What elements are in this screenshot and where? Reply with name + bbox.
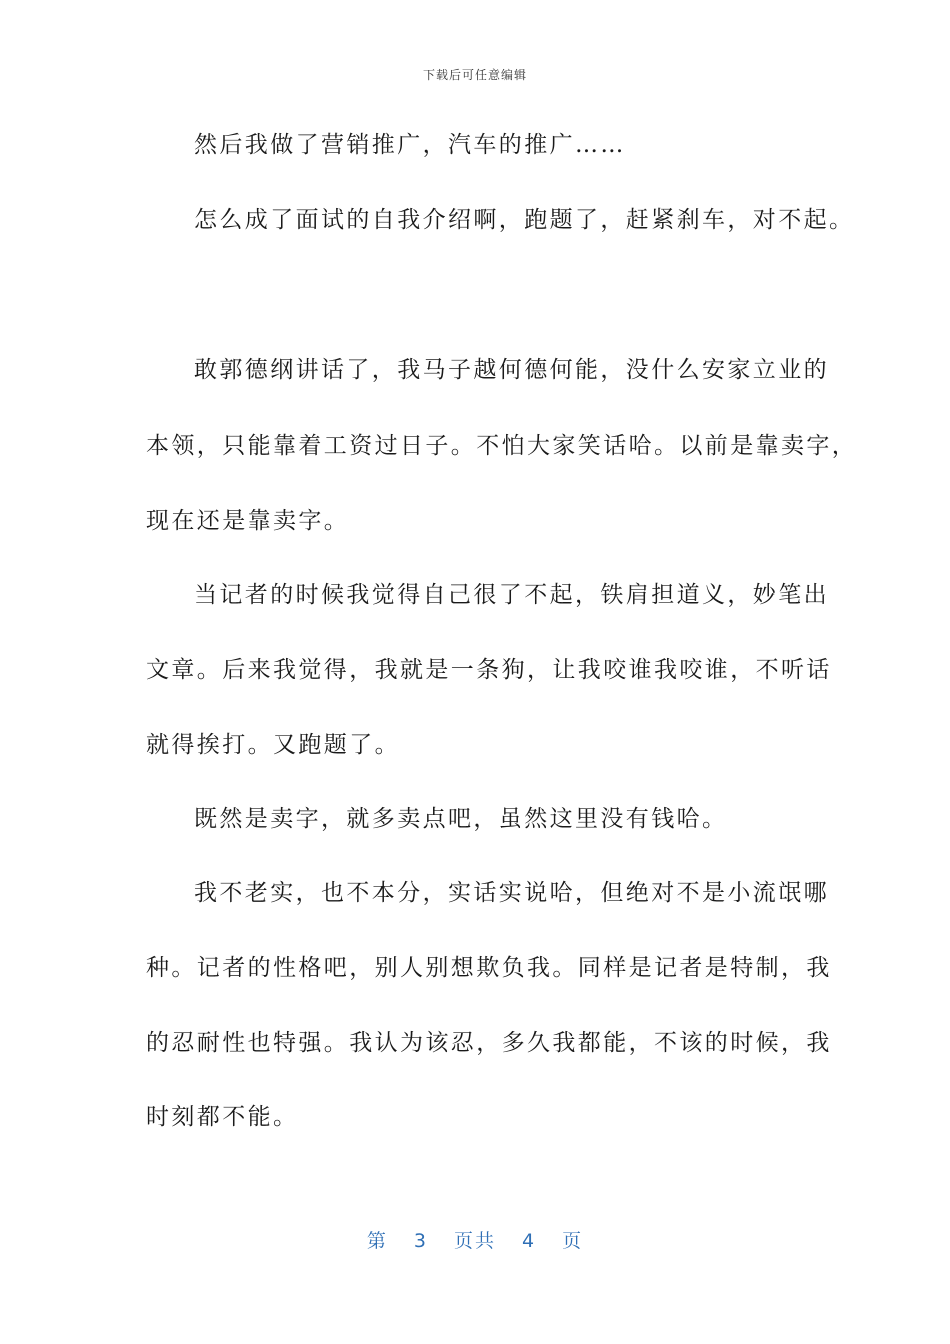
body-line: 就得挨打。又跑题了。 [146,732,400,758]
body-line: 敢郭德纲讲话了，我马子越何德何能，没什么安家立业的 [194,357,829,383]
page-suffix: 页 [562,1230,584,1252]
body-line: 当记者的时候我觉得自己很了不起，铁肩担道义，妙笔出 [194,582,829,608]
body-line: 我不老实，也不本分，实话实说哈，但绝对不是小流氓哪 [194,880,829,906]
body-line: 然后我做了营销推广，汽车的推广…… [194,132,626,158]
page-current: 3 [413,1230,428,1252]
page-footer [0,1226,950,1253]
header-note: 下载后可任意编辑 [422,68,527,82]
body-line: 的忍耐性也特强。我认为该忍，多久我都能，不该的时候，我 [146,1030,832,1056]
body-line: 文章。后来我觉得，我就是一条狗，让我咬谁我咬谁，不听话 [146,657,832,683]
body-line: 怎么成了面试的自我介绍啊，跑题了，赶紧刹车，对不起。 [194,207,855,233]
body-line: 种。记者的性格吧，别人别想欺负我。同样是记者是特制，我 [146,955,832,981]
body-line: 本领，只能靠着工资过日子。不怕大家笑话哈。以前是靠卖字， [146,433,858,459]
body-line: 既然是卖字，就多卖点吧，虽然这里没有钱哈。 [194,806,728,832]
page-mid: 页共 [453,1230,496,1252]
body-line: 时刻都不能。 [146,1104,299,1130]
page-prefix: 第 [366,1230,388,1252]
body-line: 现在还是靠卖字。 [146,508,350,534]
page-total: 4 [522,1230,537,1252]
